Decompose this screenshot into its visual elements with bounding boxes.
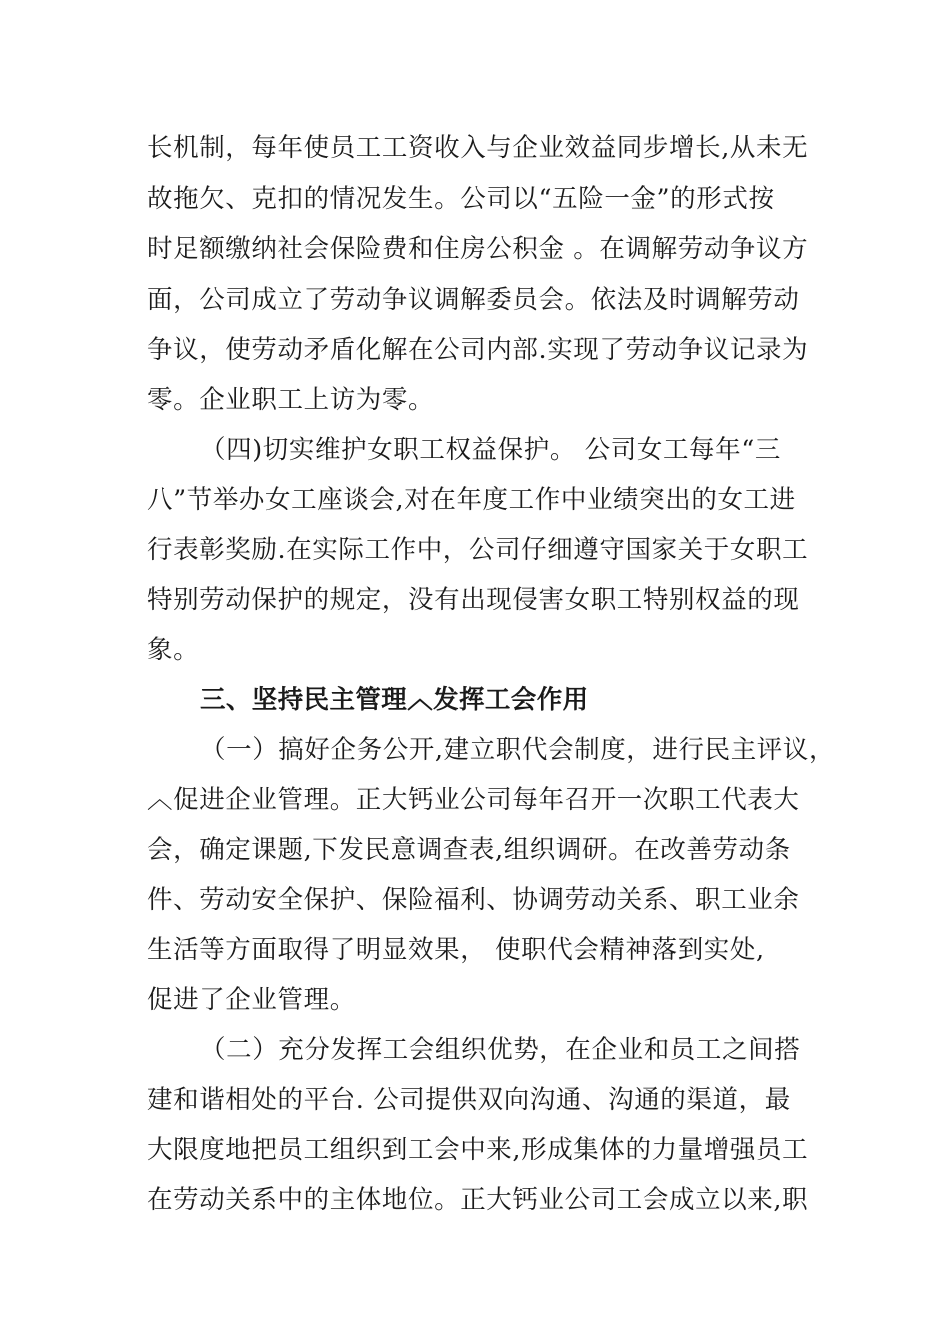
paragraph-line: 争议，使劳动矛盾化解在公司内部.实现了劳动争议记录为 [147,335,809,365]
paragraph-line: 零。企业职工上访为零。 [147,385,435,415]
paragraph-line: 大限度地把员工组织到工会中来,形成集体的力量增强员工 [147,1135,809,1165]
paragraph-line: 会，确定课题,下发民意调查表,组织调研。在改善劳动条 [147,835,791,865]
paragraph-line: 建和谐相处的平台. 公司提供双向沟通、沟通的渠道，最 [147,1085,791,1115]
paragraph-line: 故拖欠、克扣的情况发生。公司以“五险一金”的形式按 [147,184,775,214]
paragraph-line: 生活等方面取得了明显效果， 使职代会精神落到实处, [147,935,765,965]
paragraph-line: 行表彰奖励.在实际工作中，公司仔细遵守国家关于女职工 [147,535,809,565]
paragraph-line: （一）搞好企务公开,建立职代会制度，进行民主评议， [200,735,836,765]
paragraph-line: （四)切实维护女职工权益保护。 公司女工每年“三 [200,435,781,465]
paragraph-line: 时足额缴纳社会保险费和住房公积金 。在调解劳动争议方 [147,234,809,264]
paragraph-line: （二）充分发挥工会组织优势，在企业和员工之间搭 [200,1035,801,1065]
paragraph-line: 八”节举办女工座谈会,对在年度工作中业绩突出的女工进 [147,485,796,515]
paragraph-line: 特别劳动保护的规定，没有出现侵害女职工特别权益的现 [147,585,800,615]
paragraph-line: 在劳动关系中的主体地位。正大钙业公司工会成立以来,职 [147,1185,809,1215]
paragraph-line: 面，公司成立了劳动争议调解委员会。依法及时调解劳动 [147,285,800,315]
paragraph-line: 象。 [147,635,200,665]
paragraph-line: 促进了企业管理。 [147,985,356,1015]
paragraph-line: 长机制，每年使员工工资收入与企业效益同步增长,从未无 [147,133,809,163]
section-heading: 三、坚持民主管理︿发挥工会作用 [200,685,589,715]
paragraph-line: ︿促进企业管理。正大钙业公司每年召开一次职工代表大 [147,785,800,815]
paragraph-line: 件、劳动安全保护、保险福利、协调劳动关系、职工业余 [147,885,800,915]
